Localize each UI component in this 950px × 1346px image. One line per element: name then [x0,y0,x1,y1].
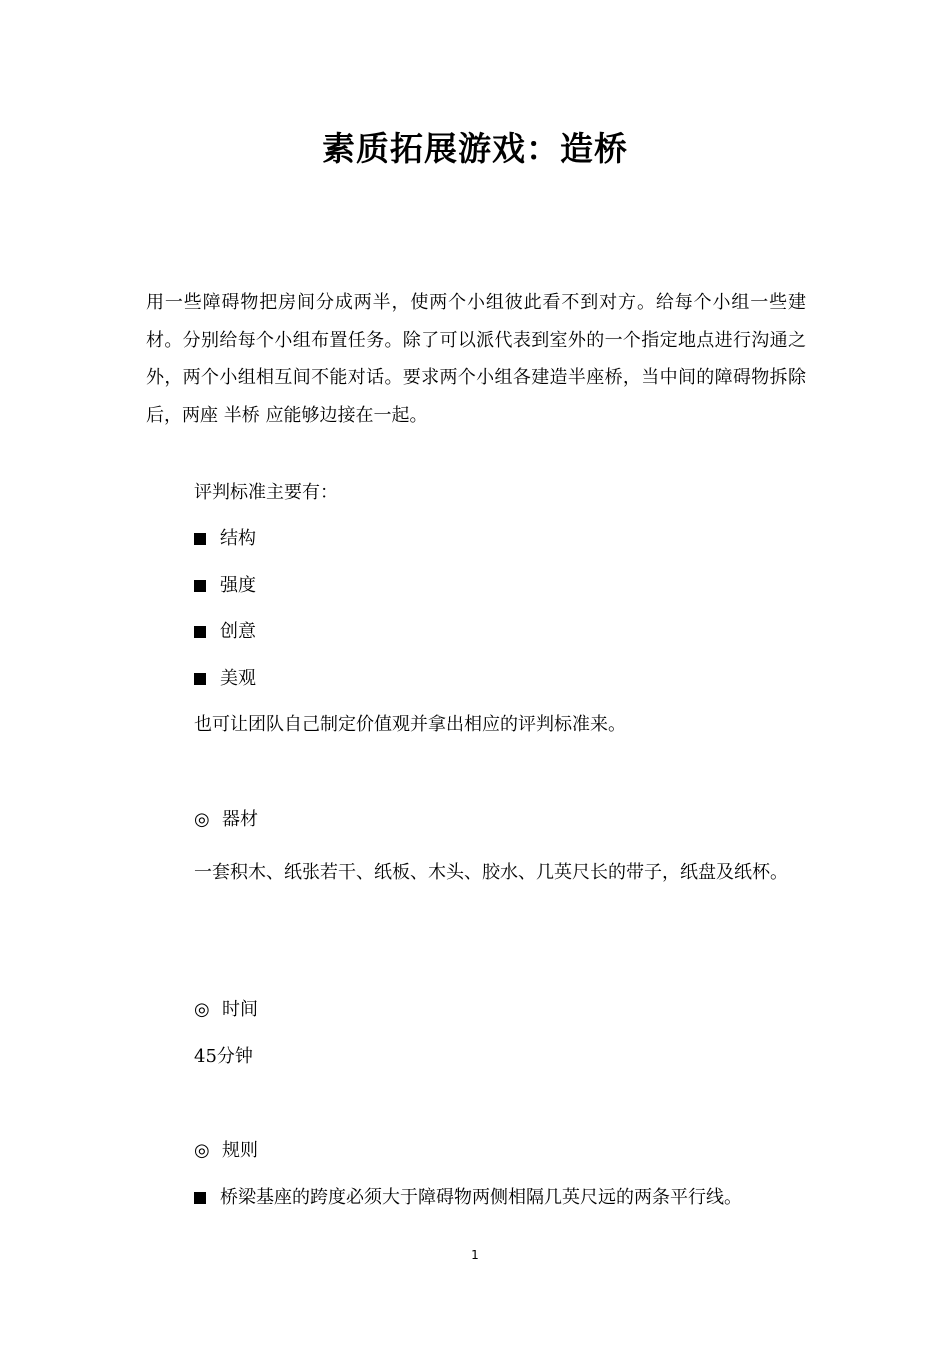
page-number: 1 [471,1248,479,1262]
square-bullet-icon [194,580,206,592]
square-bullet-icon [194,673,206,685]
list-item [194,618,256,646]
time-heading [194,996,258,1024]
intro-paragraph: 用一些障碍物把房间分成两半，使两个小组彼此看不到对方。给每个小组一些建材。分别给每个小组布置任务。除了可以派代表到室外的一个指定地点进行沟通之外，两个小组相互间不能对话。要求两个小组各建造半座桥，当中间的障碍物拆除后，两座 半桥 应能够边接在一起。 [146,292,806,426]
square-bullet-icon [194,626,206,638]
document-title: 素质拓展游戏：造桥 [322,129,628,168]
square-bullet-icon [194,1192,206,1204]
criteria-item-label: 美观 [220,668,256,689]
double-circle-icon: ◎ [194,1140,210,1161]
list-item [194,572,256,600]
time-text: 45分钟 [194,1046,253,1067]
rules-heading-label: 规则 [222,1140,258,1161]
double-circle-icon: ◎ [194,999,210,1020]
criteria-item-label: 创意 [220,621,256,642]
time-heading-label: 时间 [222,999,258,1020]
rules-heading [194,1137,258,1165]
list-item [194,665,256,693]
materials-heading-label: 器材 [222,809,258,830]
materials-heading [194,806,258,834]
rules-item-label: 桥梁基座的跨度必须大于障碍物两侧相隔几英尺远的两条平行线。 [220,1187,742,1208]
criteria-heading: 评判标准主要有： [194,482,338,503]
list-item [194,1184,742,1212]
materials-text: 一套积木、纸张若干、纸板、木头、胶水、几英尺长的带子，纸盘及纸杯。 [194,862,788,883]
list-item [194,525,256,553]
square-bullet-icon [194,533,206,545]
criteria-item-label: 结构 [220,528,256,549]
double-circle-icon: ◎ [194,809,210,830]
criteria-item-label: 强度 [220,575,256,596]
criteria-note: 也可让团队自己制定价值观并拿出相应的评判标准来。 [194,714,626,735]
